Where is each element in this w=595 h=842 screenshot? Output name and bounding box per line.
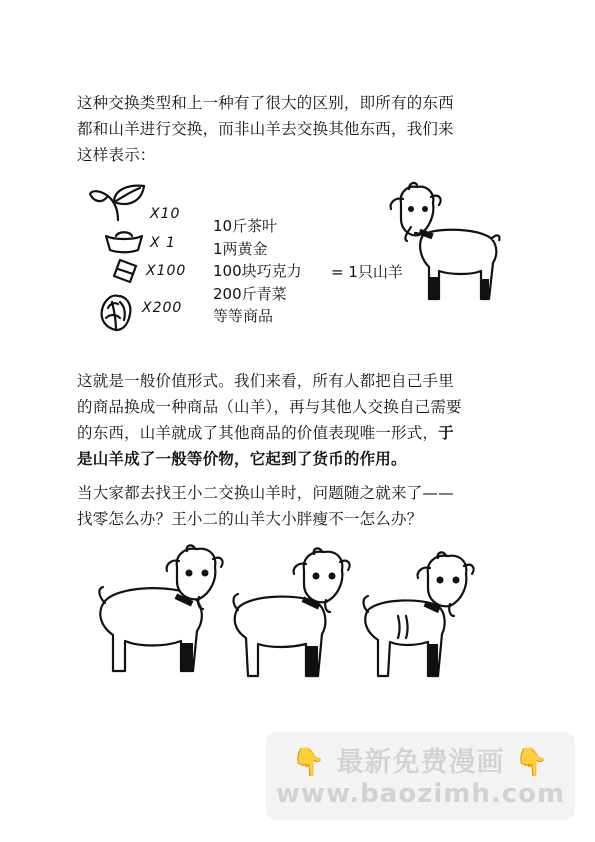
vegetable-icon [94, 290, 138, 334]
text-line: 这种交换类型和上一种有了很大的区别，即所有的东西 [77, 94, 454, 112]
commodity-list [213, 215, 302, 328]
watermark-title [266, 740, 575, 779]
pointing-down-icon: 👇 [514, 747, 550, 778]
paragraph-general-value-form [77, 368, 527, 472]
chocolate-bar-icon [112, 258, 138, 284]
quantity-label: X 1 [150, 235, 176, 251]
goat-illustration [385, 183, 507, 305]
text-line: 找零怎么办？王小二的山羊大小胖瘦不一怎么办？ [77, 510, 423, 528]
pointing-down-icon: 👇 [291, 747, 327, 778]
text-line [77, 420, 527, 446]
commodity-item: 10斤茶叶 [213, 217, 278, 235]
tea-leaves-icon [88, 182, 148, 224]
commodity-item: 等等商品 [213, 307, 274, 325]
commodity-item: 1两黄金 [213, 239, 268, 258]
watermark-banner [266, 732, 575, 820]
watermark-url: www.baozimh.com [275, 779, 566, 809]
text-line: 的商品换成一种商品（山羊），再与其他人交换自己需要 [77, 398, 462, 416]
gold-ingot-icon [104, 230, 144, 254]
paragraph-intro [77, 90, 527, 168]
goat-thin [358, 552, 488, 680]
text-line: 都和山羊进行交换，而非山羊去交换其他东西，我们来 [77, 120, 454, 138]
goat-medium [230, 548, 360, 680]
equals-one-goat: = 1只山羊 [331, 263, 403, 281]
bold-text-line: 是山羊成了一般等价物，它起到了货币的作用。 [77, 450, 407, 468]
quantity-label: X100 [146, 263, 187, 279]
quantity-label: X200 [142, 300, 183, 316]
commodity-item: 200斤青菜 [213, 284, 287, 303]
paragraph-problem [77, 480, 527, 532]
goat-fat [95, 545, 235, 675]
watermark-title-text: 最新免费漫画 [336, 747, 505, 778]
commodity-item: 100块巧克力 [213, 262, 302, 280]
text-line: 当大家都去找王小二交换山羊时，问题随之就来了—— [77, 484, 454, 502]
text-line: 这就是一般价值形式。我们来看，所有人都把自己手里 [77, 372, 454, 390]
text-line: 这样表示： [77, 146, 156, 164]
bold-text: 于 [438, 424, 454, 442]
quantity-label: X10 [150, 206, 181, 222]
text-fragment: 的东西，山羊就成了其他商品的价值表现唯一形式， [77, 424, 439, 442]
